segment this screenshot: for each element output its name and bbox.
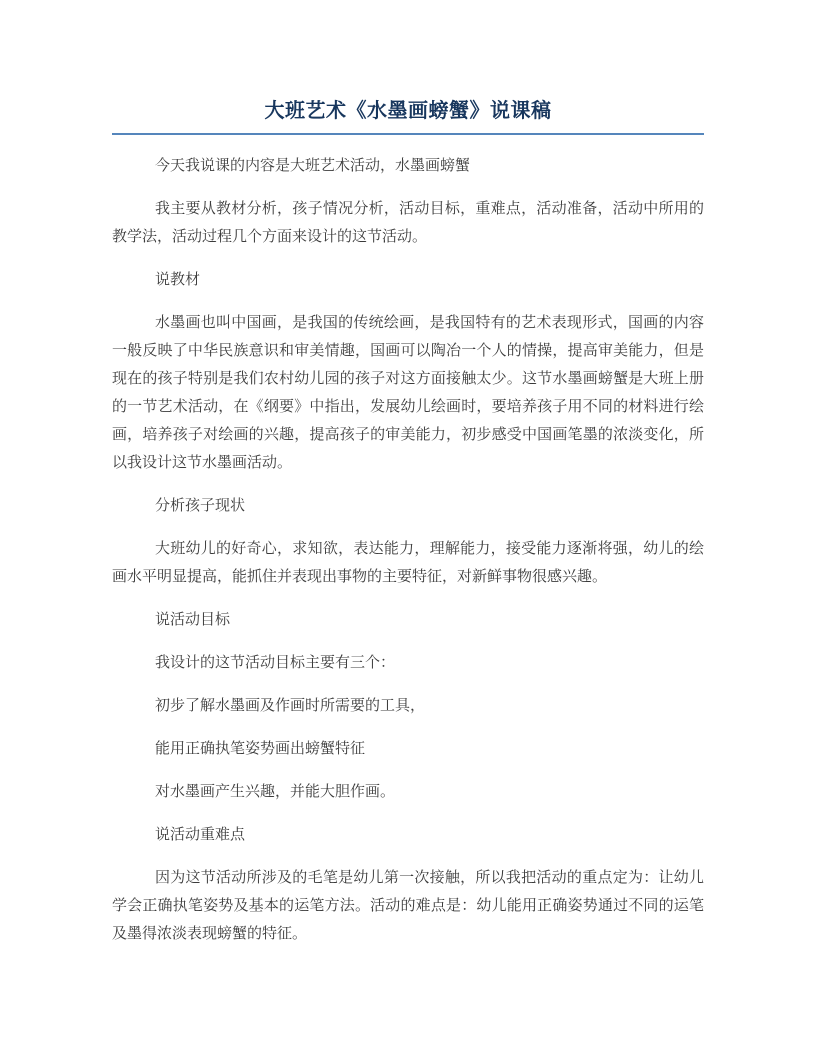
section-heading-children-analysis: 分析孩子现状 xyxy=(155,497,246,514)
section-heading-activity-goals: 说活动目标 xyxy=(155,611,231,628)
teaching-material-paragraph: 水墨画也叫中国画，是我国的传统绘画，是我国特有的艺术表现形式，国画的内容一般反映了中华民族意识和审美情趣，国画可以陶冶一个人的情操，提高审美能力，但是现在的孩子特别是我们农村幼儿园的孩子对这方面接触太少。这节水墨画螃蟹是大班上册的一节艺术活动，在《纲要》中指出，发展幼儿绘画时，要培养孩子用不同的材料进行绘画，培养孩子对绘画的兴趣，提高孩子的审美能力，初步感受中国画笔墨的浓淡变化，所以我设计这节水墨画活动。 xyxy=(112,314,704,471)
key-difficulties-paragraph: 因为这节活动所涉及的毛笔是幼儿第一次接触，所以我把活动的重点定为：让幼儿学会正确执笔姿势及基本的运笔方法。活动的难点是：幼儿能用正确姿势通过不同的运笔及墨得浓淡表现螃蟹的特征。 xyxy=(112,869,704,942)
section-heading-teaching-material: 说教材 xyxy=(155,271,201,288)
children-analysis-paragraph: 大班幼儿的好奇心，求知欲，表达能力，理解能力，接受能力逐渐将强，幼儿的绘画水平明显提高，能抓住并表现出事物的主要特征，对新鲜事物很感兴趣。 xyxy=(112,540,704,585)
document-body xyxy=(112,152,704,948)
goal-item-3: 对水墨画产生兴趣，并能大胆作画。 xyxy=(155,783,396,800)
document-title: 大班艺术《水墨画螃蟹》说课稿 xyxy=(112,96,704,135)
section-heading-key-difficulties: 说活动重难点 xyxy=(155,826,246,843)
goals-intro-paragraph: 我设计的这节活动目标主要有三个： xyxy=(155,654,396,671)
intro-paragraph: 今天我说课的内容是大班艺术活动，水墨画螃蟹 xyxy=(155,157,471,174)
goal-item-1: 初步了解水墨画及作画时所需要的工具， xyxy=(155,697,426,714)
overview-paragraph: 我主要从教材分析，孩子情况分析，活动目标，重难点，活动准备，活动中所用的教学法，活动过程几个方面来设计的这节活动。 xyxy=(112,200,704,245)
goal-item-2: 能用正确执笔姿势画出螃蟹特征 xyxy=(155,740,366,757)
